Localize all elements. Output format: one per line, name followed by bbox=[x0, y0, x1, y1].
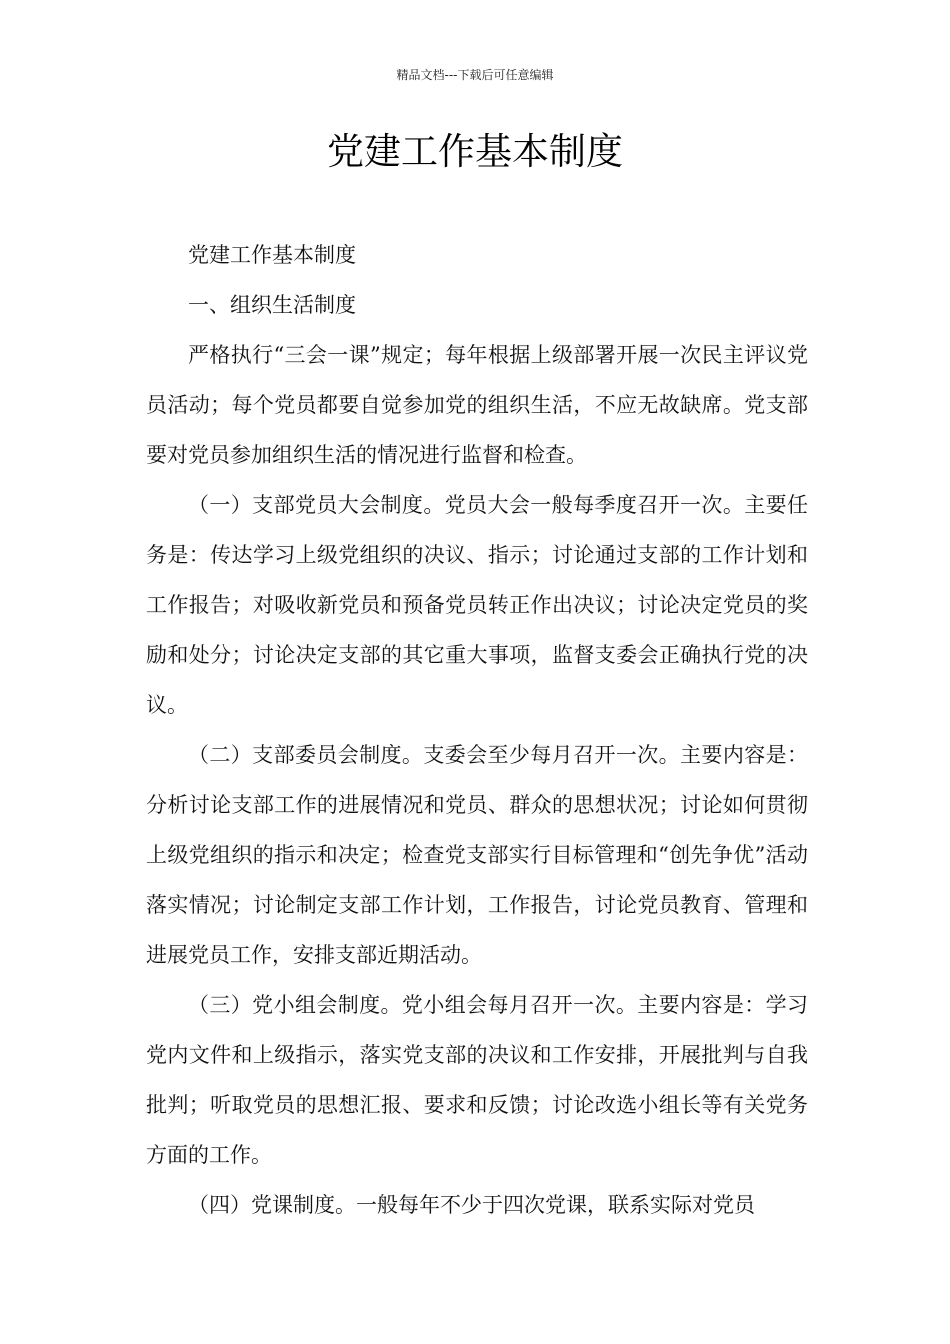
body-paragraph: （一）支部党员大会制度。党员大会一般每季度召开一次。主要任务是：传达学习上级党组织的决议、指示；讨论通过支部的工作计划和工作报告；对吸收新党员和预备党员转正作出决议；讨论决定党员的奖励和处分；讨论决定支部的其它重大事项，监督支委会正确执行党的决议。 bbox=[146, 493, 808, 717]
body-paragraph: （三）党小组会制度。党小组会每月召开一次。主要内容是：学习党内文件和上级指示，落实党支部的决议和工作安排，开展批判与自我批判；听取党员的思想汇报、要求和反馈；讨论改选小组长等有关党务方面的工作。 bbox=[146, 993, 808, 1167]
document-body bbox=[146, 230, 808, 1230]
body-paragraph: 严格执行“三会一课”规定；每年根据上级部署开展一次民主评议党员活动；每个党员都要自觉参加党的组织生活，不应无故缺席。党支部要对党员参加组织生活的情况进行监督和检查。 bbox=[146, 343, 808, 467]
page-header: 精品文档---下载后可任意编辑 bbox=[396, 68, 554, 82]
body-paragraph: （二）支部委员会制度。支委会至少每月召开一次。主要内容是：分析讨论支部工作的进展情况和党员、群众的思想状况；讨论如何贯彻上级党组织的指示和决定；检查党支部实行目标管理和“创先争优”活动落实情况；讨论制定支部工作计划，工作报告，讨论党员教育、管理和进展党员工作，安排支部近期活动。 bbox=[146, 743, 808, 967]
subtitle-paragraph: 党建工作基本制度 bbox=[188, 243, 356, 267]
section-heading: 一、组织生活制度 bbox=[188, 293, 356, 317]
document-title: 党建工作基本制度 bbox=[327, 130, 623, 173]
body-paragraph: （四）党课制度。一般每年不少于四次党课，联系实际对党员 bbox=[188, 1193, 755, 1217]
